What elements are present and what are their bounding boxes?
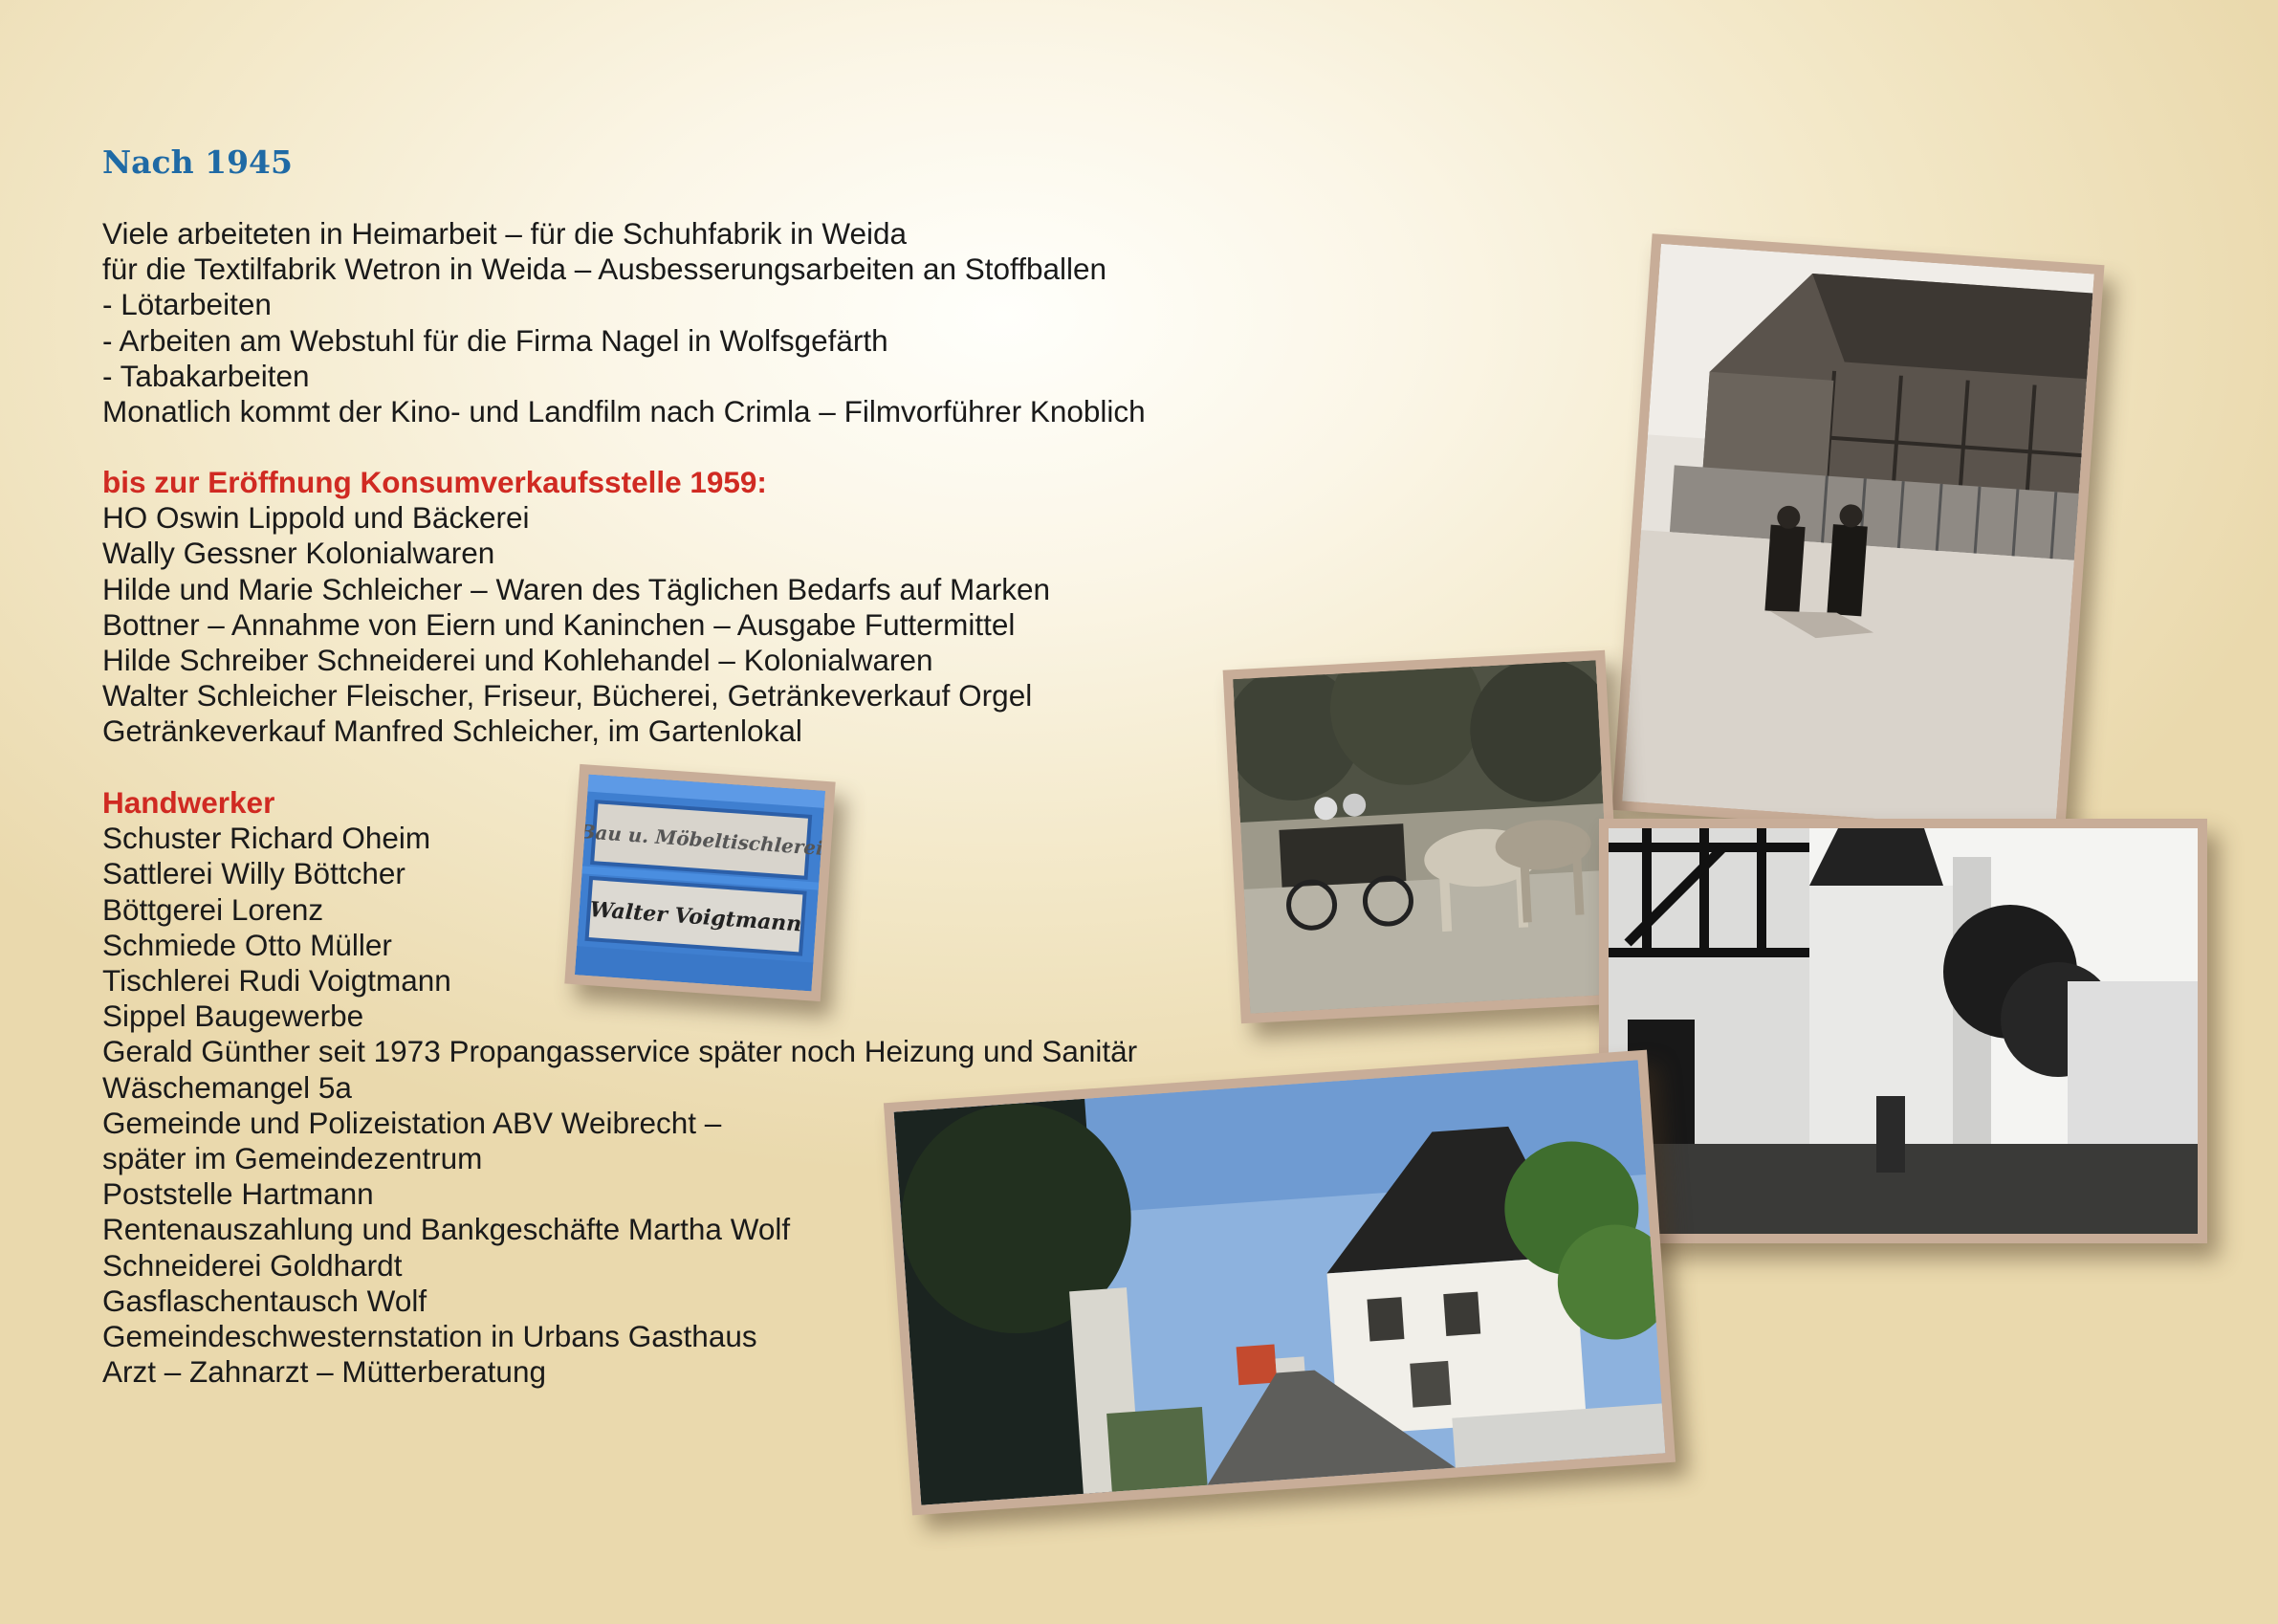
shops-heading: bis zur Eröffnung Konsumverkaufsstelle 1959: [102, 465, 767, 499]
shop-line: Walter Schleicher Fleischer, Friseur, Bücherei, Getränkeverkauf Orgel [102, 678, 1033, 713]
craft-line: Tischlerei Rudi Voigtmann [102, 963, 451, 999]
photo-street-bw [1599, 819, 2207, 1243]
craft-line: Gasflaschentausch Wolf [102, 1283, 427, 1318]
photo-street-color [884, 1050, 1676, 1516]
craft-line: Arzt – Zahnarzt – Mütterberatung [102, 1354, 546, 1390]
text-line: Monatlich kommt der Kino- und Landfilm nach Crimla – Filmvorführer Knoblich [102, 394, 1146, 429]
craft-line: später im Gemeindezentrum [102, 1141, 483, 1176]
shop-line: Bottner – Annahme von Eiern und Kaninchen – Ausgabe Futtermittel [102, 606, 1016, 642]
craft-line: Sattlerei Willy Böttcher [102, 856, 405, 891]
shop-line: Wally Gessner Kolonialwaren [102, 536, 495, 571]
craft-line: Sippel Baugewerbe [102, 999, 364, 1034]
craft-line: Schneiderei Goldhardt [102, 1247, 403, 1283]
shop-line: Hilde und Marie Schleicher – Waren des Täglichen Bedarfs auf Marken [102, 571, 1051, 606]
craft-line: Schuster Richard Oheim [102, 821, 431, 856]
text-line: - Arbeiten am Webstuhl für die Firma Nagel in Wolfsgefärth [102, 322, 888, 358]
shop-line: Hilde Schreiber Schneiderei und Kohlehandel – Kolonialwaren [102, 643, 933, 678]
craft-line: Poststelle Hartmann [102, 1176, 374, 1212]
text-line: - Tabakarbeiten [102, 358, 310, 393]
shop-line: HO Oswin Lippold und Bäckerei [102, 500, 530, 536]
text-line: für die Textilfabrik Wetron in Weida – Ausbesserungsarbeiten an Stoffballen [102, 252, 1107, 287]
sign-line-1: Bau u. Möbeltischlerei [578, 820, 824, 860]
craft-line: Gemeinde und Polizeistation ABV Weibrecht – [102, 1105, 722, 1140]
shop-line: Getränkeverkauf Manfred Schleicher, im Gartenlokal [102, 713, 802, 749]
text-line: - Lötarbeiten [102, 287, 272, 322]
craft-line: Rentenauszahlung und Bankgeschäfte Martha Wolf [102, 1212, 791, 1247]
craft-line: Wäschemangel 5a [102, 1069, 352, 1105]
shops-section [102, 465, 1050, 750]
photo-old-house [1612, 233, 2105, 842]
sign-line-2: Walter Voigtmann [588, 897, 803, 937]
craft-heading: Handwerker [102, 785, 275, 820]
text-line: Viele arbeiteten in Heimarbeit – für die Schuhfabrik in Weida [102, 216, 908, 251]
photo-workshop-sign [564, 764, 835, 1001]
craft-line: Gerald Günther seit 1973 Propangasservice später noch Heizung und Sanitär [102, 1034, 1138, 1069]
photo-horse-carriage [1223, 650, 1624, 1023]
page-title: Nach 1945 [102, 143, 293, 181]
craft-line: Gemeindeschwesternstation in Urbans Gasthaus [102, 1319, 757, 1354]
intro-section [102, 216, 1146, 429]
craft-line: Böttgerei Lorenz [102, 891, 324, 927]
craft-line: Schmiede Otto Müller [102, 927, 392, 962]
